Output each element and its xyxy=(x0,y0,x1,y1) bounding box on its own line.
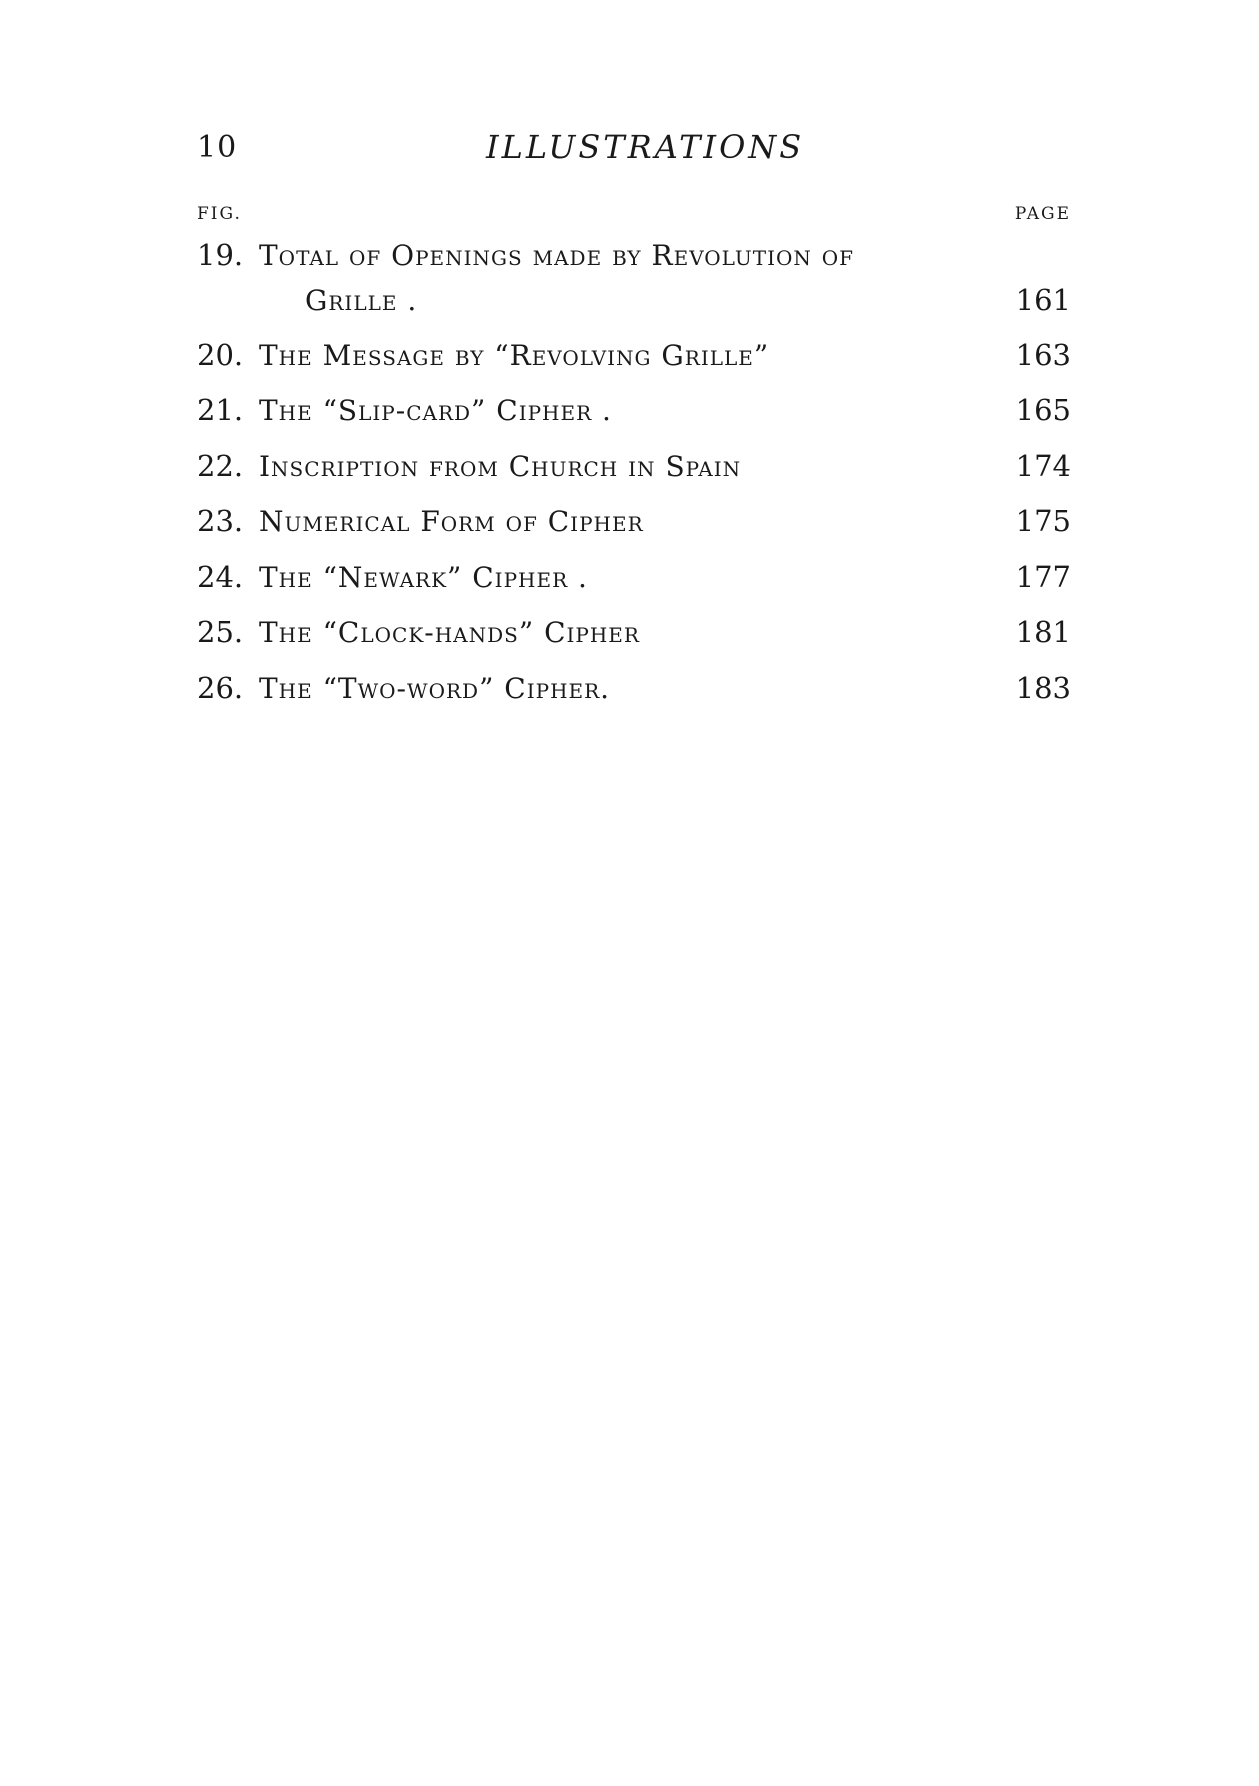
fig-column-label: FIG. xyxy=(197,204,242,224)
entry-page: 181 xyxy=(1015,615,1071,649)
entry-number: 24. xyxy=(197,560,244,594)
entry-number: 26. xyxy=(197,671,244,705)
entry-number: 20. xyxy=(197,338,244,372)
entry-title: The “Two-word” Cipher. xyxy=(259,672,611,705)
entry-page: 163 xyxy=(1015,338,1071,372)
entry-title: The “Slip-card” Cipher . xyxy=(259,394,612,427)
entry-page: 165 xyxy=(1015,393,1071,427)
entry-page: 183 xyxy=(1015,671,1071,705)
entry-title: The “Clock-hands” Cipher xyxy=(259,616,640,649)
entry-number: 22. xyxy=(197,449,244,483)
entry-page: 174 xyxy=(1015,449,1071,483)
entry-number: 23. xyxy=(197,504,244,538)
page-column-label: PAGE xyxy=(1014,204,1071,224)
entry-title: Numerical Form of Cipher xyxy=(259,505,644,538)
entry-number: 25. xyxy=(197,615,244,649)
entry-title: Inscription from Church in Spain xyxy=(259,450,742,483)
running-title: ILLUSTRATIONS xyxy=(486,128,805,166)
entry-title: The Message by “Revolving Grille” xyxy=(259,339,770,372)
entry-title: The “Newark” Cipher . xyxy=(259,561,588,594)
entry-number: 21. xyxy=(197,393,244,427)
entry-number: 19. xyxy=(197,238,244,272)
entry-title-continuation: Grille . xyxy=(305,284,418,317)
entry-page: 161 xyxy=(1015,283,1071,317)
entry-page: 175 xyxy=(1015,504,1071,538)
entry-title: Total of Openings made by Revolution of xyxy=(259,239,855,272)
page-number: 10 xyxy=(197,130,238,165)
entry-page: 177 xyxy=(1015,560,1071,594)
